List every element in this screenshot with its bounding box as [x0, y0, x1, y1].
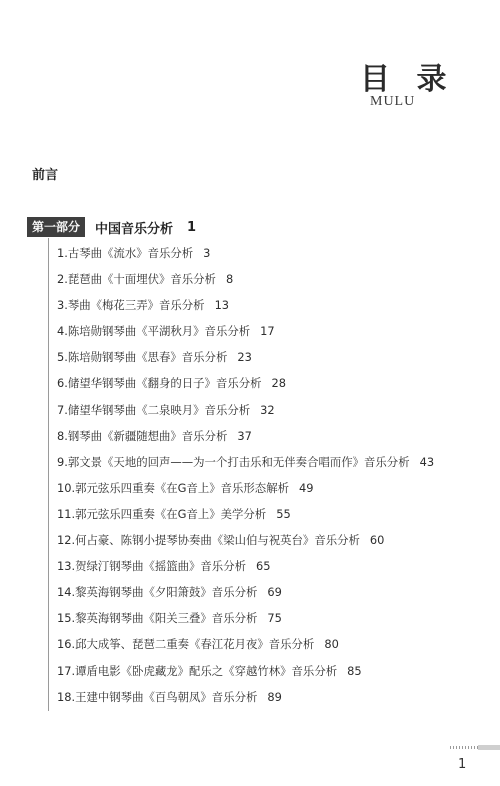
toc-entry-page: 49 [298, 480, 314, 495]
toc-preface[interactable]: 前言 [32, 168, 59, 183]
toc-entry[interactable] [57, 344, 434, 370]
toc-entry-title: 13.贺绿汀钢琴曲《摇篮曲》音乐分析 [57, 559, 246, 574]
toc-entry[interactable] [57, 579, 434, 605]
page-subtitle: MULU [370, 94, 416, 109]
toc-entry-page: 55 [276, 506, 291, 521]
toc-entry-page: 3 [203, 246, 211, 260]
toc-entry[interactable] [57, 527, 434, 553]
toc-entry-title: 2.琵琶曲《十面埋伏》音乐分析 [57, 272, 216, 287]
toc-entry-page: 13 [214, 298, 230, 313]
toc-entry-page: 37 [237, 428, 252, 443]
toc-entry-title: 9.郭文景《天地的回声——为一个打击乐和无伴奏合唱而作》音乐分析 [57, 454, 410, 469]
toc-entry-title: 12.何占豪、陈钢小提琴协奏曲《梁山伯与祝英台》音乐分析 [57, 533, 360, 548]
toc-entry-title: 11.郭元弦乐四重奏《在G音上》美学分析 [57, 506, 267, 521]
toc-entry-page: 8 [225, 272, 234, 287]
page-number: 1 [458, 757, 467, 772]
toc-entry-page: 65 [255, 559, 271, 574]
toc-entry-title: 18.王建中钢琴曲《百鸟朝凤》音乐分析 [57, 689, 258, 704]
toc-entry[interactable] [57, 501, 434, 527]
part-badge: 第一部分 [27, 217, 85, 237]
toc-entry[interactable] [57, 397, 434, 423]
toc-entry-page: 69 [267, 585, 282, 600]
toc-entry[interactable] [57, 266, 434, 292]
toc-entry-page: 17 [260, 324, 275, 339]
part-page-number: 1 [187, 219, 197, 235]
toc-entry[interactable] [57, 292, 434, 318]
toc-entry-page: 75 [267, 611, 282, 626]
toc-entry-title: 14.黎英海钢琴曲《夕阳箫鼓》音乐分析 [57, 585, 258, 600]
toc-entry-title: 10.郭元弦乐四重奏《在G音上》音乐形态解析 [57, 480, 289, 495]
toc-entry-page: 85 [347, 663, 362, 678]
toc-entry[interactable] [57, 370, 434, 396]
toc-entry-title: 1.古琴曲《流水》音乐分析 [57, 246, 194, 260]
toc-entry-title: 7.储望华钢琴曲《二泉映月》音乐分析 [57, 402, 251, 417]
toc-entry-title: 6.储望华钢琴曲《翻身的日子》音乐分析 [57, 376, 262, 391]
toc-entry-title: 8.钢琴曲《新疆随想曲》音乐分析 [57, 428, 228, 443]
footer-rule-bar [478, 745, 500, 750]
toc-entry[interactable] [57, 658, 434, 684]
toc-entry[interactable] [57, 449, 434, 475]
toc-entry-title: 16.邱大成筝、琵琶二重奏《春江花月夜》音乐分析 [57, 637, 315, 652]
toc-entry-page: 43 [419, 454, 435, 469]
toc-divider-line [48, 238, 49, 711]
toc-entry-title: 3.琴曲《梅花三弄》音乐分析 [57, 298, 205, 313]
toc-entry[interactable] [57, 631, 434, 657]
toc-entry-title: 5.陈培勋钢琴曲《思春》音乐分析 [57, 350, 228, 365]
toc-entry[interactable] [57, 318, 434, 344]
toc-entry-title: 4.陈培勋钢琴曲《平湖秋月》音乐分析 [57, 324, 251, 339]
toc-entry-page: 89 [267, 689, 282, 704]
toc-entry[interactable] [57, 605, 434, 631]
part-title: 中国音乐分析 [95, 221, 174, 237]
toc-entry[interactable] [57, 475, 434, 501]
toc-entry[interactable] [57, 423, 434, 449]
toc-part-heading[interactable] [27, 217, 196, 237]
toc-entry[interactable] [57, 684, 434, 710]
toc-entry-page: 32 [260, 402, 275, 417]
page-title: 目 录 [360, 62, 455, 97]
toc-entry-page: 60 [369, 533, 385, 548]
toc-entry[interactable] [57, 553, 434, 579]
toc-entry-title: 17.谭盾电影《卧虎藏龙》配乐之《穿越竹林》音乐分析 [57, 663, 338, 678]
toc-entry[interactable] [57, 240, 434, 266]
toc-entry-page: 80 [324, 637, 339, 652]
toc-entry-title: 15.黎英海钢琴曲《阳关三叠》音乐分析 [57, 611, 258, 626]
toc-entry-page: 28 [271, 376, 287, 391]
toc-list [57, 240, 434, 710]
toc-entry-page: 23 [237, 350, 252, 365]
